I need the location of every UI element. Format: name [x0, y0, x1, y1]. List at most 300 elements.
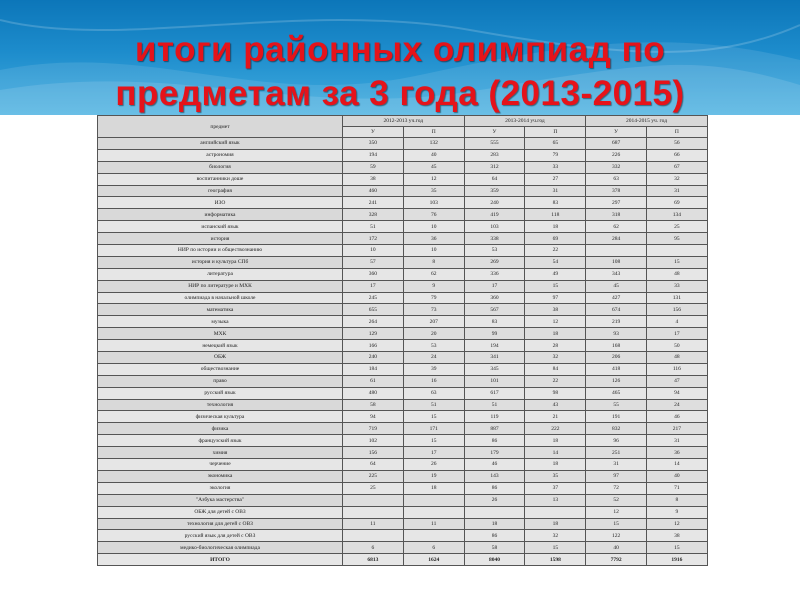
count-cell: 46: [647, 411, 708, 423]
count-cell: 832: [586, 423, 647, 435]
count-cell: 36: [647, 447, 708, 459]
subject-cell: история и культура СПб: [98, 256, 343, 268]
count-cell: 49: [525, 268, 586, 280]
table-row: [98, 387, 708, 399]
count-cell: 83: [464, 316, 525, 328]
count-cell: 48: [647, 352, 708, 364]
subject-cell: немецкий язык: [98, 340, 343, 352]
count-cell: 66: [647, 149, 708, 161]
count-cell: 24: [647, 399, 708, 411]
count-cell: 126: [586, 375, 647, 387]
count-cell: 98: [525, 387, 586, 399]
count-cell: 119: [464, 411, 525, 423]
count-cell: 17: [403, 447, 464, 459]
count-cell: 345: [464, 363, 525, 375]
table-row: [98, 316, 708, 328]
count-cell: 15: [403, 411, 464, 423]
participants-header: У: [343, 127, 404, 138]
count-cell: 58: [464, 542, 525, 554]
count-cell: [525, 506, 586, 518]
count-cell: 31: [586, 459, 647, 471]
count-cell: 655: [343, 304, 404, 316]
count-cell: 129: [343, 328, 404, 340]
subject-cell: экология: [98, 482, 343, 494]
count-cell: 40: [403, 149, 464, 161]
count-cell: 22: [525, 245, 586, 257]
count-cell: [343, 530, 404, 542]
table-row: [98, 530, 708, 542]
count-cell: 172: [343, 233, 404, 245]
count-cell: 40: [586, 542, 647, 554]
count-cell: 51: [403, 399, 464, 411]
table-row: [98, 352, 708, 364]
subject-cell: обществознание: [98, 363, 343, 375]
count-cell: [343, 506, 404, 518]
subject-cell: физика: [98, 423, 343, 435]
count-cell: 8040: [464, 554, 525, 566]
table-row: [98, 363, 708, 375]
count-cell: 179: [464, 447, 525, 459]
count-cell: 240: [343, 352, 404, 364]
count-cell: 617: [464, 387, 525, 399]
count-cell: 245: [343, 292, 404, 304]
table-row: [98, 518, 708, 530]
subject-cell: история: [98, 233, 343, 245]
count-cell: 17: [464, 280, 525, 292]
count-cell: 24: [403, 352, 464, 364]
subject-cell: ОБЖ: [98, 352, 343, 364]
table-row: [98, 185, 708, 197]
table-row: [98, 435, 708, 447]
count-cell: 61: [343, 375, 404, 387]
count-cell: 28: [525, 340, 586, 352]
count-cell: 108: [586, 256, 647, 268]
count-cell: 1598: [525, 554, 586, 566]
count-cell: 58: [343, 399, 404, 411]
table-body: [98, 138, 708, 566]
count-cell: 51: [343, 221, 404, 233]
count-cell: 18: [403, 482, 464, 494]
count-cell: 10: [403, 245, 464, 257]
count-cell: 14: [647, 459, 708, 471]
count-cell: 555: [464, 138, 525, 150]
count-cell: 97: [525, 292, 586, 304]
table-row: [98, 423, 708, 435]
count-cell: 6813: [343, 554, 404, 566]
count-cell: 116: [647, 363, 708, 375]
count-cell: [403, 494, 464, 506]
count-cell: 15: [647, 256, 708, 268]
count-cell: 217: [647, 423, 708, 435]
count-cell: 103: [464, 221, 525, 233]
count-cell: 46: [464, 459, 525, 471]
count-cell: 26: [464, 494, 525, 506]
count-cell: 10: [343, 245, 404, 257]
count-cell: 40: [647, 470, 708, 482]
count-cell: 18: [525, 328, 586, 340]
count-cell: 338: [464, 233, 525, 245]
count-cell: 45: [403, 161, 464, 173]
count-cell: 52: [586, 494, 647, 506]
count-cell: 460: [343, 185, 404, 197]
count-cell: 94: [343, 411, 404, 423]
table-row: [98, 161, 708, 173]
subject-cell: технология для детей с ОВЗ: [98, 518, 343, 530]
count-cell: 22: [525, 375, 586, 387]
count-cell: 378: [586, 185, 647, 197]
count-cell: 336: [464, 268, 525, 280]
count-cell: 25: [343, 482, 404, 494]
count-cell: 143: [464, 470, 525, 482]
count-cell: 79: [403, 292, 464, 304]
count-cell: 226: [586, 149, 647, 161]
count-cell: 35: [403, 185, 464, 197]
table-row: [98, 506, 708, 518]
subject-cell: астрономия: [98, 149, 343, 161]
count-cell: 194: [464, 340, 525, 352]
count-cell: 18: [525, 459, 586, 471]
count-cell: [343, 494, 404, 506]
count-cell: 360: [464, 292, 525, 304]
count-cell: 9: [403, 280, 464, 292]
count-cell: 269: [464, 256, 525, 268]
count-cell: 51: [464, 399, 525, 411]
count-cell: 122: [586, 530, 647, 542]
count-cell: 1624: [403, 554, 464, 566]
subject-cell: ИЗО: [98, 197, 343, 209]
count-cell: 99: [464, 328, 525, 340]
table-row: [98, 482, 708, 494]
count-cell: 567: [464, 304, 525, 316]
count-cell: 171: [403, 423, 464, 435]
table-row: [98, 292, 708, 304]
count-cell: 64: [343, 459, 404, 471]
subject-cell: география: [98, 185, 343, 197]
count-cell: 18: [525, 221, 586, 233]
count-cell: 15: [525, 542, 586, 554]
count-cell: 8: [647, 494, 708, 506]
count-cell: 97: [586, 470, 647, 482]
count-cell: 86: [464, 482, 525, 494]
count-cell: 12: [525, 316, 586, 328]
count-cell: 54: [525, 256, 586, 268]
table-row: [98, 221, 708, 233]
count-cell: 341: [464, 352, 525, 364]
table-row: [98, 399, 708, 411]
count-cell: 219: [586, 316, 647, 328]
subject-cell: биология: [98, 161, 343, 173]
count-cell: 9: [647, 506, 708, 518]
count-cell: 15: [586, 518, 647, 530]
count-cell: 26: [403, 459, 464, 471]
subject-cell: МХК: [98, 328, 343, 340]
year-header: 2012-2013 уч.год: [343, 116, 465, 127]
count-cell: 283: [464, 149, 525, 161]
count-cell: 674: [586, 304, 647, 316]
count-cell: [647, 245, 708, 257]
count-cell: 35: [525, 470, 586, 482]
count-cell: 76: [403, 209, 464, 221]
table-header-years: [98, 116, 708, 127]
table-row: [98, 459, 708, 471]
count-cell: 53: [464, 245, 525, 257]
count-cell: 343: [586, 268, 647, 280]
count-cell: 48: [647, 268, 708, 280]
subject-cell: французский язык: [98, 435, 343, 447]
count-cell: 62: [586, 221, 647, 233]
count-cell: 53: [403, 340, 464, 352]
count-cell: 21: [525, 411, 586, 423]
count-cell: 31: [647, 185, 708, 197]
count-cell: 59: [343, 161, 404, 173]
count-cell: 13: [525, 494, 586, 506]
count-cell: 43: [525, 399, 586, 411]
count-cell: 719: [343, 423, 404, 435]
count-cell: 4: [647, 316, 708, 328]
count-cell: 33: [647, 280, 708, 292]
winners-header: П: [403, 127, 464, 138]
subject-cell: НИР по литературе и МХК: [98, 280, 343, 292]
count-cell: 156: [343, 447, 404, 459]
table-row: [98, 328, 708, 340]
table-row: [98, 494, 708, 506]
subject-cell: НИР по истории и обществознанию: [98, 245, 343, 257]
year-header: 2013-2014 уч.год: [464, 116, 586, 127]
count-cell: 118: [525, 209, 586, 221]
count-cell: 95: [647, 233, 708, 245]
count-cell: 101: [464, 375, 525, 387]
count-cell: 465: [586, 387, 647, 399]
count-cell: 45: [586, 280, 647, 292]
count-cell: 312: [464, 161, 525, 173]
count-cell: 67: [647, 161, 708, 173]
count-cell: 64: [464, 173, 525, 185]
subject-cell: русский язык: [98, 387, 343, 399]
subject-cell: английский язык: [98, 138, 343, 150]
count-cell: 94: [647, 387, 708, 399]
count-cell: 264: [343, 316, 404, 328]
count-cell: 132: [403, 138, 464, 150]
winners-header: П: [647, 127, 708, 138]
count-cell: 27: [525, 173, 586, 185]
count-cell: 15: [647, 542, 708, 554]
count-cell: 56: [647, 138, 708, 150]
count-cell: 71: [647, 482, 708, 494]
count-cell: 10: [403, 221, 464, 233]
subject-cell: математика: [98, 304, 343, 316]
subject-column-header: предмет: [98, 116, 343, 138]
count-cell: 62: [403, 268, 464, 280]
count-cell: 31: [647, 435, 708, 447]
count-cell: 83: [525, 197, 586, 209]
table-row: [98, 304, 708, 316]
count-cell: 240: [464, 197, 525, 209]
count-cell: 47: [647, 375, 708, 387]
subject-cell: литература: [98, 268, 343, 280]
table-row: [98, 542, 708, 554]
count-cell: 63: [403, 387, 464, 399]
year-header: 2014-2015 уч. год: [586, 116, 708, 127]
count-cell: 207: [403, 316, 464, 328]
count-cell: 32: [525, 530, 586, 542]
count-cell: 184: [343, 363, 404, 375]
count-cell: 96: [586, 435, 647, 447]
count-cell: 206: [586, 352, 647, 364]
count-cell: 69: [647, 197, 708, 209]
table-total-row: [98, 554, 708, 566]
participants-header: У: [464, 127, 525, 138]
count-cell: 102: [343, 435, 404, 447]
count-cell: 12: [403, 173, 464, 185]
count-cell: 427: [586, 292, 647, 304]
count-cell: 103: [403, 197, 464, 209]
count-cell: 225: [343, 470, 404, 482]
subject-cell: медико-биологическая олимпиада: [98, 542, 343, 554]
results-table: [97, 115, 708, 566]
count-cell: 297: [586, 197, 647, 209]
subject-cell: химия: [98, 447, 343, 459]
count-cell: 79: [525, 149, 586, 161]
table-row: [98, 138, 708, 150]
count-cell: 6: [403, 542, 464, 554]
table-row: [98, 280, 708, 292]
count-cell: 33: [525, 161, 586, 173]
subject-cell: ИТОГО: [98, 554, 343, 566]
count-cell: 191: [586, 411, 647, 423]
count-cell: 17: [343, 280, 404, 292]
subject-cell: ОБЖ для детей с ОВЗ: [98, 506, 343, 518]
count-cell: 19: [403, 470, 464, 482]
count-cell: 418: [586, 363, 647, 375]
count-cell: 39: [403, 363, 464, 375]
results-table-container: [97, 115, 707, 566]
table-row: [98, 209, 708, 221]
count-cell: 17: [647, 328, 708, 340]
count-cell: 32: [647, 173, 708, 185]
count-cell: 318: [586, 209, 647, 221]
table-row: [98, 470, 708, 482]
table-row: [98, 197, 708, 209]
count-cell: 31: [525, 185, 586, 197]
count-cell: 166: [343, 340, 404, 352]
subject-cell: право: [98, 375, 343, 387]
slide-title: итоги районных олимпиад по предметам за 3 года (2013-2015): [115, 30, 685, 113]
count-cell: 8: [403, 256, 464, 268]
count-cell: 419: [464, 209, 525, 221]
subject-cell: технология: [98, 399, 343, 411]
table-row: [98, 256, 708, 268]
count-cell: 7792: [586, 554, 647, 566]
count-cell: 57: [343, 256, 404, 268]
table-row: [98, 340, 708, 352]
count-cell: 69: [525, 233, 586, 245]
count-cell: 36: [403, 233, 464, 245]
subject-cell: информатика: [98, 209, 343, 221]
count-cell: 11: [343, 518, 404, 530]
table-row: [98, 173, 708, 185]
participants-header: У: [586, 127, 647, 138]
count-cell: 18: [464, 518, 525, 530]
count-cell: 1916: [647, 554, 708, 566]
count-cell: 20: [403, 328, 464, 340]
count-cell: 12: [647, 518, 708, 530]
count-cell: 328: [343, 209, 404, 221]
count-cell: 156: [647, 304, 708, 316]
count-cell: 687: [586, 138, 647, 150]
table-row: [98, 268, 708, 280]
count-cell: 131: [647, 292, 708, 304]
table-row: [98, 149, 708, 161]
count-cell: 15: [403, 435, 464, 447]
count-cell: 73: [403, 304, 464, 316]
table-row: [98, 411, 708, 423]
count-cell: 251: [586, 447, 647, 459]
count-cell: 18: [525, 518, 586, 530]
count-cell: [403, 506, 464, 518]
count-cell: 6: [343, 542, 404, 554]
count-cell: 38: [343, 173, 404, 185]
subject-cell: черчение: [98, 459, 343, 471]
count-cell: 32: [525, 352, 586, 364]
count-cell: [586, 245, 647, 257]
count-cell: 360: [343, 268, 404, 280]
count-cell: 72: [586, 482, 647, 494]
count-cell: 37: [525, 482, 586, 494]
count-cell: 63: [586, 173, 647, 185]
count-cell: 359: [464, 185, 525, 197]
count-cell: 38: [647, 530, 708, 542]
count-cell: 284: [586, 233, 647, 245]
count-cell: 12: [586, 506, 647, 518]
count-cell: 50: [647, 340, 708, 352]
subject-cell: воспитанники доше: [98, 173, 343, 185]
count-cell: 86: [464, 435, 525, 447]
table-row: [98, 245, 708, 257]
subject-cell: олимпиада в начальной школе: [98, 292, 343, 304]
subject-cell: экономика: [98, 470, 343, 482]
subject-cell: музыка: [98, 316, 343, 328]
count-cell: 15: [525, 280, 586, 292]
count-cell: 887: [464, 423, 525, 435]
count-cell: 84: [525, 363, 586, 375]
table-row: [98, 233, 708, 245]
count-cell: [464, 506, 525, 518]
subject-cell: русский язык для детей с ОВЗ: [98, 530, 343, 542]
count-cell: 93: [586, 328, 647, 340]
count-cell: 25: [647, 221, 708, 233]
subject-cell: испанский язык: [98, 221, 343, 233]
count-cell: 65: [525, 138, 586, 150]
count-cell: 18: [525, 435, 586, 447]
subject-cell: физическая культура: [98, 411, 343, 423]
count-cell: 222: [525, 423, 586, 435]
count-cell: 16: [403, 375, 464, 387]
count-cell: 11: [403, 518, 464, 530]
subject-cell: "Азбука мастерства": [98, 494, 343, 506]
count-cell: 332: [586, 161, 647, 173]
count-cell: 168: [586, 340, 647, 352]
count-cell: 134: [647, 209, 708, 221]
count-cell: [403, 530, 464, 542]
table-row: [98, 447, 708, 459]
winners-header: П: [525, 127, 586, 138]
count-cell: 480: [343, 387, 404, 399]
table-row: [98, 375, 708, 387]
count-cell: 86: [464, 530, 525, 542]
count-cell: 55: [586, 399, 647, 411]
count-cell: 38: [525, 304, 586, 316]
count-cell: 194: [343, 149, 404, 161]
